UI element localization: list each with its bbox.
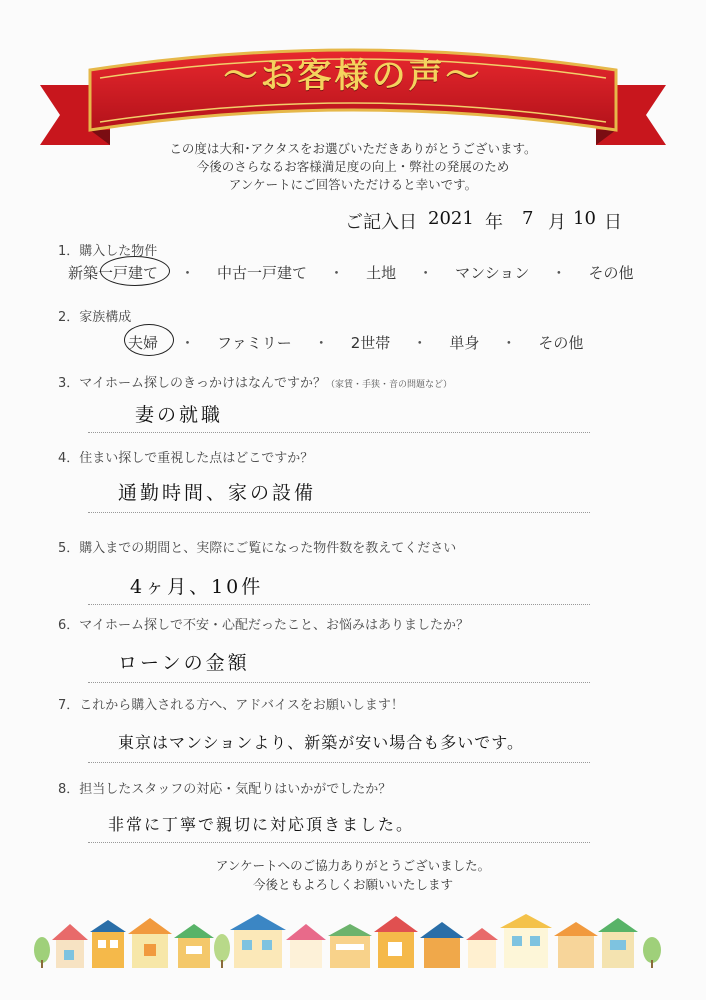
date-year-unit: 年 (485, 212, 503, 233)
intro-line: アンケートにご回答いただけると幸いです。 (228, 177, 478, 192)
house-icon (128, 918, 172, 968)
answer-line (88, 432, 590, 433)
question-4: 4．住まい探しで重視した点はどこですか？ (58, 451, 314, 466)
q1-option[interactable]: その他 (588, 264, 634, 282)
house-icon (466, 928, 498, 968)
answer-6: ローンの金額 (118, 652, 250, 674)
q1-option[interactable]: 中古一戸建て (217, 264, 308, 282)
house-icon (500, 914, 552, 968)
house-icon (52, 924, 88, 968)
outro-line: 今後ともよろしくお願いいたします (252, 877, 453, 892)
answer-line (88, 512, 590, 513)
answer-7: 東京はマンションより、新築が安い場合も多いです。 (118, 733, 525, 752)
question-3-label: 3．マイホーム探しのきっかけはなんですか？ (58, 376, 327, 391)
q1-option[interactable]: 土地 (366, 264, 397, 282)
houses-illustration (32, 910, 672, 970)
house-icon (554, 922, 598, 968)
question-3-sub: （家賃・手狭・音の問題など） (326, 380, 453, 390)
intro-line: この度は大和･アクタスをお選びいただきありがとうございます。 (169, 141, 537, 156)
answer-line (88, 762, 590, 763)
answer-5: 4ヶ月、10件 (130, 576, 264, 598)
question-6: 6．マイホーム探しで不安・心配だったこと、お悩みはありましたか？ (58, 618, 470, 633)
banner-title: 〜お客様の声〜 (223, 56, 483, 96)
answer-4: 通勤時間、家の設備 (118, 482, 317, 504)
outro-line: アンケートへのご協力ありがとうございました。 (215, 858, 491, 873)
date-label: ご記入日 (345, 212, 417, 233)
outro-text (0, 856, 706, 894)
house-icon (174, 924, 214, 968)
answer-3: 妻の就職 (135, 404, 224, 426)
q2-option[interactable]: 単身 (449, 334, 480, 352)
date-month-unit: 月 (548, 212, 566, 233)
date-day: 10 (573, 208, 596, 229)
answer-8: 非常に丁寧で親切に対応頂きました。 (108, 815, 415, 834)
q2-option[interactable]: 2世帯 (350, 334, 391, 352)
intro-text (0, 140, 706, 194)
q1-option[interactable]: 新築一戸建て (68, 264, 159, 282)
question-3 (58, 372, 452, 391)
house-icon (90, 920, 126, 968)
q1-option[interactable]: マンション (455, 264, 530, 282)
question-8: 8．担当したスタッフの対応・気配りはいかがでしたか？ (58, 782, 392, 797)
date-month: 7 (522, 208, 534, 229)
tree-icon (214, 934, 230, 968)
tree-icon (34, 937, 50, 968)
date-day-unit: 日 (604, 212, 622, 233)
q1-selected-circle (100, 256, 170, 286)
house-icon (374, 916, 418, 968)
q2-option[interactable]: 夫婦 (128, 334, 159, 352)
house-icon (328, 924, 372, 968)
question-2: 2．家族構成 (58, 310, 132, 325)
q2-options: 夫婦 ・ ファミリー ・ 2世帯 ・ 単身 ・ その他 (128, 334, 584, 352)
answer-line (88, 604, 590, 605)
question-7: 7．これから購入される方へ、アドバイスをお願いします！ (58, 698, 404, 713)
house-icon (420, 922, 464, 968)
question-5: 5．購入までの期間と、実際にご覧になった物件数を教えてください (58, 541, 457, 556)
q2-option[interactable]: ファミリー (217, 334, 292, 352)
answer-line (88, 842, 590, 843)
answer-line (88, 682, 590, 683)
q2-option[interactable]: その他 (538, 334, 584, 352)
house-icon (598, 918, 638, 968)
q1-options: 新築一戸建て ・ 中古一戸建て ・ 土地 ・ マンション ・ その他 (68, 264, 634, 282)
house-icon (230, 914, 286, 968)
tree-icon (643, 937, 661, 968)
intro-line: 今後のさらなるお客様満足度の向上・弊社の発展のため (196, 159, 510, 174)
date-year: 2021 (428, 208, 474, 229)
q2-selected-circle (124, 324, 174, 356)
house-icon (286, 924, 326, 968)
question-1: 1．購入した物件 (58, 244, 158, 259)
